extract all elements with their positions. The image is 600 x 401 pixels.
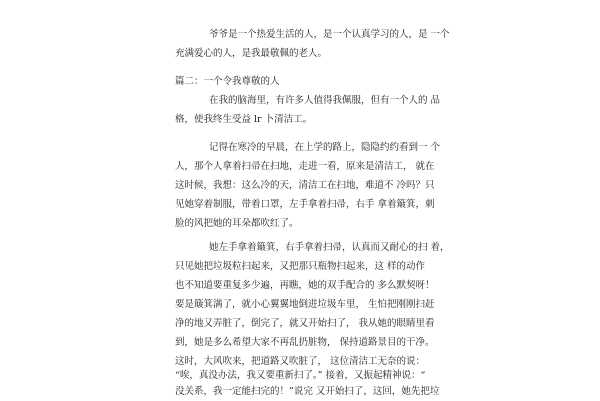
paragraph-line: 这时，大风吹来，把道路又吹脏了， 这位清洁工无奈的说： [175,356,426,367]
paragraph-line: 她左手拿着簸箕，右手拿着扫帚，认真而又耐心的扫 着， [209,242,450,253]
paragraph-line: 也不知道要重复多少遍，再瞧，她的双手配合的 多么默契呀！ [175,280,435,291]
paragraph-line: 只见她把垃圾粒扫起来，又把那只瓶物扫起来，这 样的动作 [175,261,426,272]
paragraph-line: “唉，真没办法，我又要重新扫了。” 接着，又振起精神说：“ [175,370,426,381]
intro-line-1: 爷爷是一个热爱生活的人，是一个认真学习的人，是 一个 [209,29,450,40]
paragraph-line: 在我的脑海里，有许多人值得我佩服，但有一个人的 品 [209,95,441,106]
paragraph-line: 记得在寒冷的早晨，在上学的路上，隐隐约约看到一 个 [209,142,441,153]
paragraph-line: 净的地又弄脏了，倒完了，就又开始扫了， 我从她的眼睛里看 [175,318,435,329]
paragraph-line: 见她穿着制服，带着口罩，左手拿着扫帚，右手 拿着簸箕，刺 [175,199,435,210]
paragraph-line: 没关系，我一定能扫完的！”说完 又开始扫了，这回，她先把垃 [175,386,440,397]
intro-line-2: 充满爱心的人，是我最敬佩的老人。 [175,48,328,59]
paragraph-line: 这时候，我想：这么冷的天，清洁工在扫地，难道不 冷吗？只 [175,180,435,191]
paragraph-line: 格，使我终生受益 lr 卜清洁工。 [175,114,313,125]
paragraph-line: 到，她是多么希望大家不再乱扔脏物， 保持道路景目的干净。 [175,337,435,348]
paragraph-line: 脸的风把她的耳朵都吹红了。 [175,218,299,229]
section-heading: 篇二：一个令我尊敬的人 [175,76,280,87]
paragraph-line: 人，那个人拿着扫帚在扫地，走进一看，原来是清洁工， 就在 [175,161,435,172]
paragraph-line: 要是簸箕满了，就小心翼翼地倒进垃圾车里， 生怕把刚刚扫赶 [175,299,435,310]
